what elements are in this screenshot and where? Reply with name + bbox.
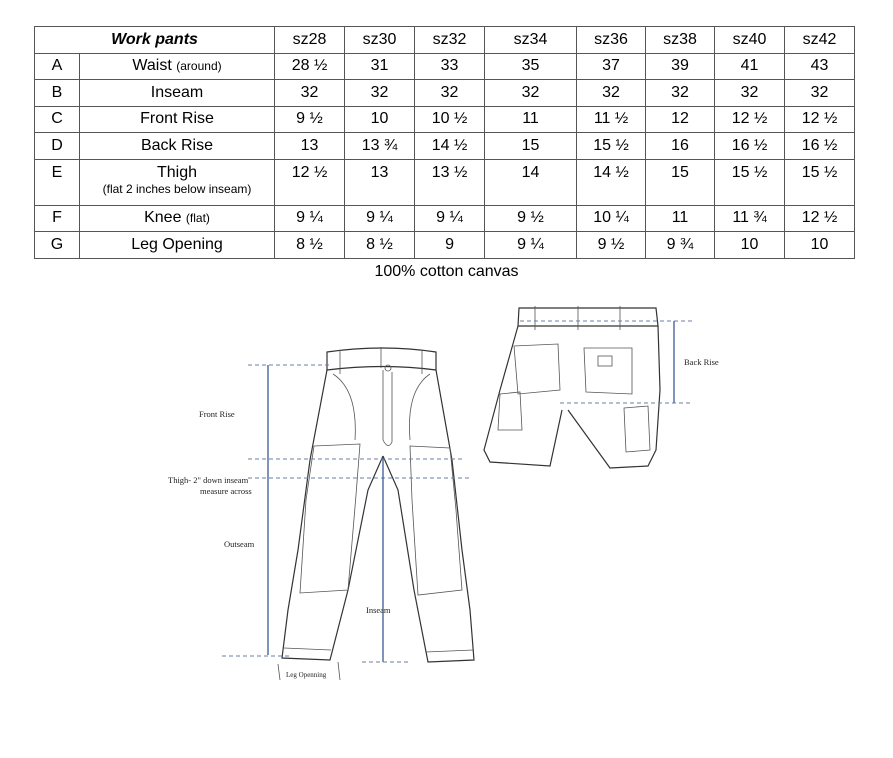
row-letter: G	[35, 232, 80, 259]
cell: 11	[646, 205, 715, 232]
row-label: Waist (around)	[80, 53, 275, 80]
cell: 32	[485, 80, 577, 107]
fabric-caption: 100% cotton canvas	[374, 263, 519, 280]
cell: 9 ½	[275, 106, 345, 133]
cell: 15 ½	[715, 159, 785, 205]
outseam-label: Outseam	[224, 539, 255, 549]
inseam-label: Inseam	[366, 605, 391, 615]
row-letter: E	[35, 159, 80, 205]
table-row-back-rise	[35, 133, 855, 160]
cell: 11	[485, 106, 577, 133]
cell: 43	[785, 53, 855, 80]
row-label: Inseam	[80, 80, 275, 107]
cell: 14	[485, 159, 577, 205]
size-header: sz36	[577, 27, 646, 54]
row-letter: F	[35, 205, 80, 232]
pants-measurement-diagram	[0, 290, 893, 690]
table-row-thigh	[35, 159, 855, 205]
row-label: Thigh (flat 2 inches below inseam)	[80, 159, 275, 205]
cell: 32	[715, 80, 785, 107]
cell: 32	[646, 80, 715, 107]
cell: 32	[415, 80, 485, 107]
cell: 12 ½	[275, 159, 345, 205]
cell: 13	[275, 133, 345, 160]
cell: 9 ½	[485, 205, 577, 232]
cell: 8 ½	[275, 232, 345, 259]
cell: 32	[577, 80, 646, 107]
size-header: sz32	[415, 27, 485, 54]
cell: 12	[646, 106, 715, 133]
front-dimension-lines	[222, 365, 470, 680]
cell: 12 ½	[715, 106, 785, 133]
thigh-label-line1: Thigh- 2" down inseam	[168, 475, 249, 485]
cell: 14 ½	[415, 133, 485, 160]
cell: 12 ½	[785, 106, 855, 133]
cell: 10 ½	[415, 106, 485, 133]
cell: 15	[485, 133, 577, 160]
cell: 13 ½	[415, 159, 485, 205]
cell: 16 ½	[715, 133, 785, 160]
cell: 10	[785, 232, 855, 259]
cell: 15 ½	[785, 159, 855, 205]
table-row-leg-opening	[35, 232, 855, 259]
cell: 33	[415, 53, 485, 80]
cell: 35	[485, 53, 577, 80]
size-header: sz38	[646, 27, 715, 54]
row-letter: C	[35, 106, 80, 133]
cell: 39	[646, 53, 715, 80]
table-row-inseam	[35, 80, 855, 107]
size-chart-table	[34, 26, 855, 259]
cell: 10 ¼	[577, 205, 646, 232]
cell: 32	[785, 80, 855, 107]
cell: 9 ¼	[415, 205, 485, 232]
cell: 9 ¼	[345, 205, 415, 232]
size-header: sz42	[785, 27, 855, 54]
cell: 16 ½	[785, 133, 855, 160]
back-dimension-lines	[520, 321, 692, 403]
cell: 12 ½	[785, 205, 855, 232]
cell: 28 ½	[275, 53, 345, 80]
cell: 9 ¾	[646, 232, 715, 259]
cell: 9 ¼	[485, 232, 577, 259]
cell: 14 ½	[577, 159, 646, 205]
table-row-waist	[35, 53, 855, 80]
cell: 10	[715, 232, 785, 259]
cell: 37	[577, 53, 646, 80]
row-letter: A	[35, 53, 80, 80]
cell: 9 ½	[577, 232, 646, 259]
table-title: Work pants	[35, 27, 275, 54]
back-rise-label: Back Rise	[684, 357, 719, 367]
row-label: Knee (flat)	[80, 205, 275, 232]
cell: 15 ½	[577, 133, 646, 160]
cell: 13 ¾	[345, 133, 415, 160]
cell: 41	[715, 53, 785, 80]
row-letter: D	[35, 133, 80, 160]
back-pants-illustration	[484, 306, 660, 468]
row-letter: B	[35, 80, 80, 107]
row-label: Front Rise	[80, 106, 275, 133]
size-header: sz28	[275, 27, 345, 54]
cell: 9 ¼	[275, 205, 345, 232]
cell: 16	[646, 133, 715, 160]
cell: 15	[646, 159, 715, 205]
table-row-knee	[35, 205, 855, 232]
size-header: sz34	[485, 27, 577, 54]
cell: 10	[345, 106, 415, 133]
front-rise-label: Front Rise	[199, 409, 235, 419]
cell: 32	[275, 80, 345, 107]
header-row	[35, 27, 855, 54]
cell: 32	[345, 80, 415, 107]
cell: 13	[345, 159, 415, 205]
cell: 11 ¾	[715, 205, 785, 232]
cell: 9	[415, 232, 485, 259]
size-header: sz40	[715, 27, 785, 54]
size-header: sz30	[345, 27, 415, 54]
row-label: Leg Opening	[80, 232, 275, 259]
row-label: Back Rise	[80, 133, 275, 160]
table-row-front-rise	[35, 106, 855, 133]
cell: 31	[345, 53, 415, 80]
cell: 11 ½	[577, 106, 646, 133]
cell: 8 ½	[345, 232, 415, 259]
leg-opening-label: Leg Openning	[286, 671, 327, 679]
thigh-label-line2: measure across	[200, 486, 252, 496]
